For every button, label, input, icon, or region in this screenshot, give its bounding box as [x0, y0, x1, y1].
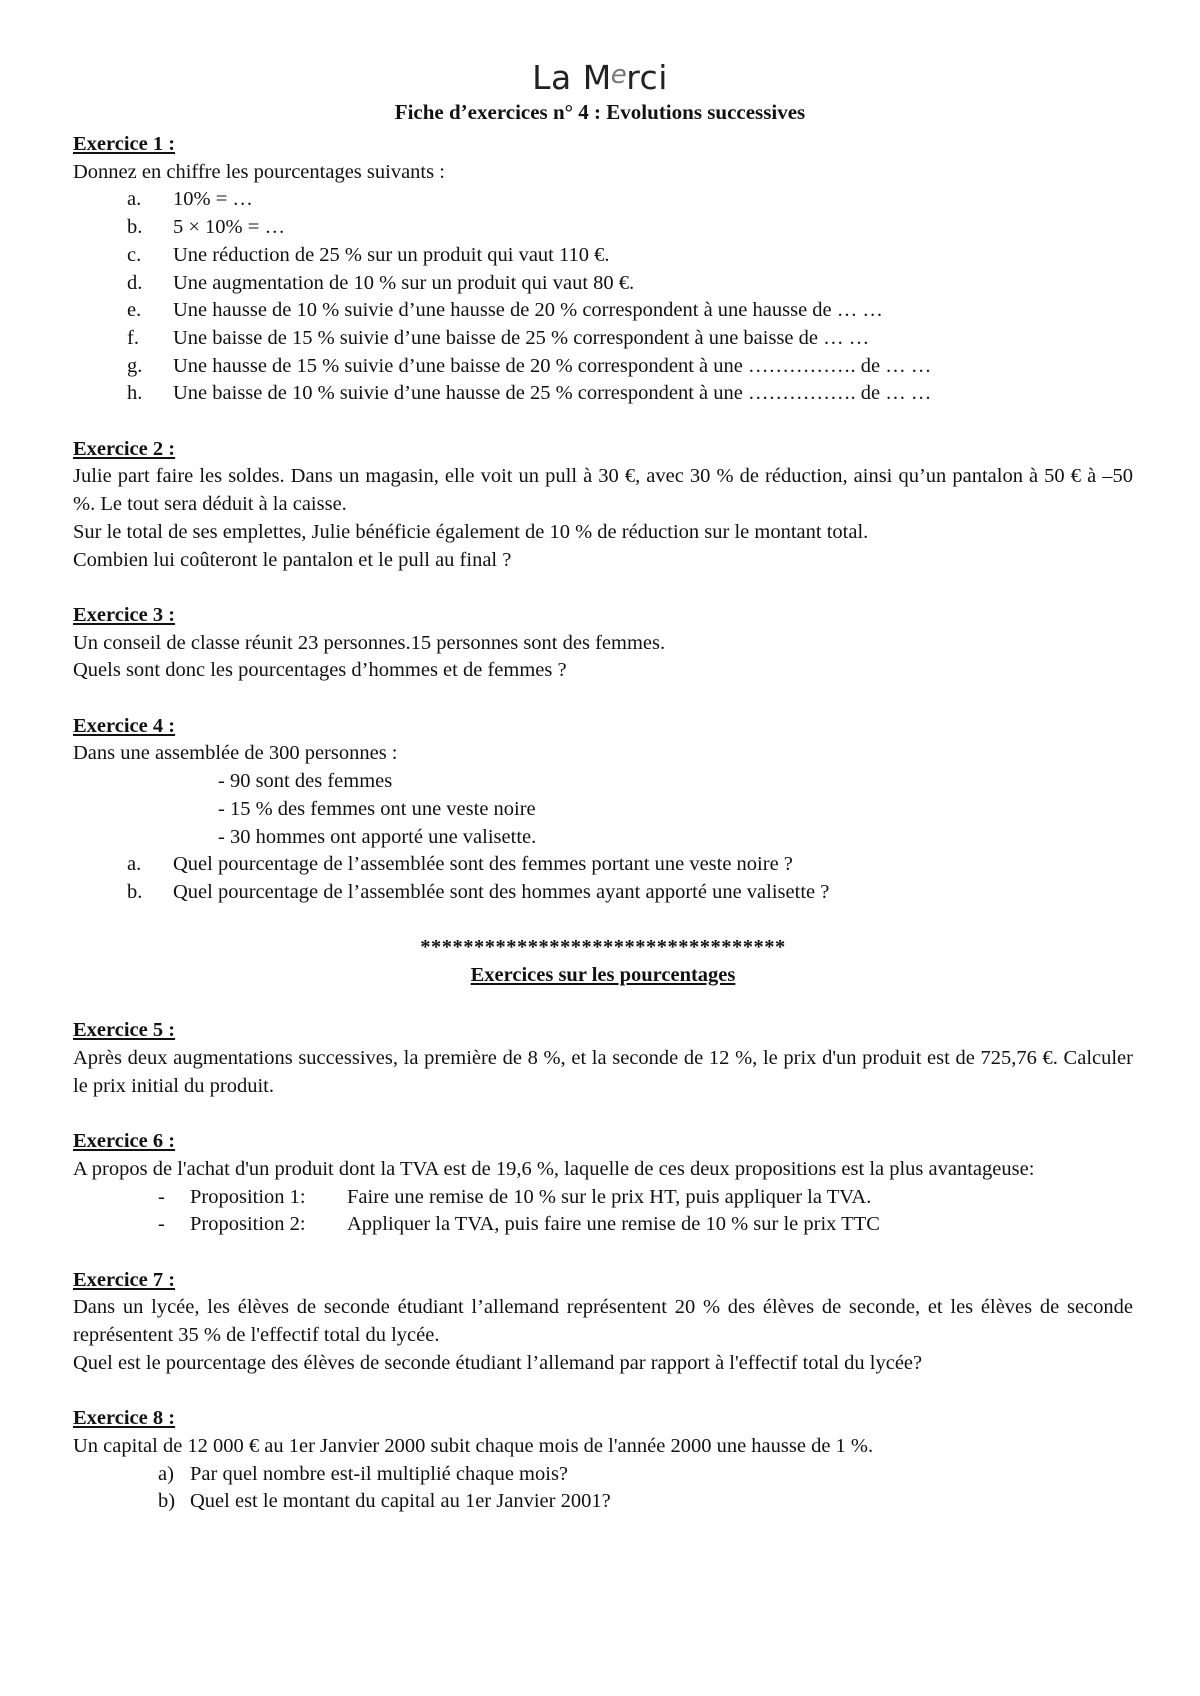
- spacer: [73, 1378, 1133, 1406]
- spacer: [73, 1239, 1133, 1267]
- document-body: [73, 131, 1133, 1516]
- list-item: b. 5 × 10% = …: [127, 216, 285, 239]
- exercise-3-heading: Exercice 3 :: [73, 603, 176, 626]
- list-item: - Proposition 1: Faire une remise de 10 % sur le prix HT, puis appliquer la TVA.: [158, 1185, 872, 1208]
- list-item: e. Une hausse de 10 % suivie d’une hausse de 20 % correspondent à une hausse de … …: [127, 299, 883, 322]
- spacer: [73, 408, 1133, 436]
- exercise-7-paragraph: Dans un lycée, les élèves de seconde étudiant l’allemand représentent 20 % des élèves de seconde, et les élèves de seconde représentent 35 % de l'effectif total du lycée.: [73, 1296, 1133, 1347]
- spacer: [73, 574, 1133, 602]
- list-item: a. 10% = …: [127, 188, 253, 211]
- list-item: - 30 hommes ont apporté une valisette.: [218, 825, 537, 848]
- section-title: Exercices sur les pourcentages: [470, 964, 736, 987]
- list-item: b) Quel est le montant du capital au 1er Janvier 2001?: [158, 1490, 611, 1513]
- list-item: - 90 sont des femmes: [218, 770, 393, 793]
- logo-mark: e: [610, 60, 628, 90]
- separator: **********************************: [420, 936, 786, 959]
- list-item: b. Quel pourcentage de l’assemblée sont des hommes ayant apporté une valisette ?: [127, 880, 830, 903]
- exercise-6-paragraph: A propos de l'achat d'un produit dont la TVA est de 19,6 %, laquelle de ces deux propositions est la plus avantageuse:: [73, 1157, 1035, 1180]
- exercise-5-paragraph: Après deux augmentations successives, la première de 8 %, et la seconde de 12 %, le prix d'un produit est de 725,76 €. Calculer le prix initial du produit.: [73, 1047, 1133, 1097]
- exercise-4-intro: Dans une assemblée de 300 personnes :: [73, 742, 398, 765]
- spacer: [73, 907, 1133, 935]
- spacer: [73, 1101, 1133, 1129]
- list-item: g. Une hausse de 15 % suivie d’une baisse de 20 % correspondent à une ……………. de … …: [127, 354, 932, 377]
- list-item: h. Une baisse de 10 % suivie d’une hausse de 25 % correspondent à une ……………. de … …: [127, 382, 932, 405]
- exercise-2-paragraph: Julie part faire les soldes. Dans un magasin, elle voit un pull à 30 €, avec 30 % de réduction, ainsi qu’un pantalon à 50 € à –50 %. Le tout sera déduit à la caisse.: [73, 465, 1133, 516]
- list-item: a) Par quel nombre est-il multiplié chaque mois?: [158, 1462, 569, 1485]
- exercise-4-heading: Exercice 4 :: [73, 714, 176, 737]
- exercise-8-paragraph: Un capital de 12 000 € au 1er Janvier 2000 subit chaque mois de l'année 2000 une hausse de 1 %.: [73, 1434, 874, 1457]
- list-item: d. Une augmentation de 10 % sur un produit qui vaut 80 €.: [127, 271, 635, 294]
- exercise-7-heading: Exercice 7 :: [73, 1268, 176, 1291]
- la-merci-logo: La Merci: [532, 58, 668, 97]
- list-item: c. Une réduction de 25 % sur un produit qui vaut 110 €.: [127, 243, 610, 266]
- exercise-3-question: Quels sont donc les pourcentages d’hommes et de femmes ?: [73, 659, 567, 682]
- exercise-1-intro: Donnez en chiffre les pourcentages suivants :: [73, 160, 445, 183]
- exercise-2-paragraph: Sur le total de ses emplettes, Julie bénéficie également de 10 % de réduction sur le montant total.: [73, 520, 869, 543]
- exercise-2-heading: Exercice 2 :: [73, 437, 176, 460]
- list-item: - Proposition 2: Appliquer la TVA, puis faire une remise de 10 % sur le prix TTC: [158, 1213, 880, 1236]
- spacer: [73, 685, 1133, 713]
- list-item: - 15 % des femmes ont une veste noire: [218, 797, 536, 820]
- exercise-5-heading: Exercice 5 :: [73, 1019, 176, 1042]
- exercise-2-question: Combien lui coûteront le pantalon et le pull au final ?: [73, 548, 512, 571]
- exercise-7-question: Quel est le pourcentage des élèves de seconde étudiant l’allemand par rapport à l'effectif total du lycée?: [73, 1351, 923, 1374]
- exercise-8-heading: Exercice 8 :: [73, 1407, 176, 1430]
- spacer: [73, 990, 1133, 1018]
- list-item: f. Une baisse de 15 % suivie d’une baisse de 25 % correspondent à une baisse de … …: [127, 326, 870, 349]
- exercise-1-heading: Exercice 1 :: [73, 133, 176, 155]
- page-title: Fiche d’exercices n° 4 : Evolutions successives: [394, 100, 806, 124]
- list-item: a. Quel pourcentage de l’assemblée sont des femmes portant une veste noire ?: [127, 853, 793, 876]
- exercise-3-paragraph: Un conseil de classe réunit 23 personnes.15 personnes sont des femmes.: [73, 631, 666, 654]
- exercise-6-heading: Exercice 6 :: [73, 1130, 176, 1153]
